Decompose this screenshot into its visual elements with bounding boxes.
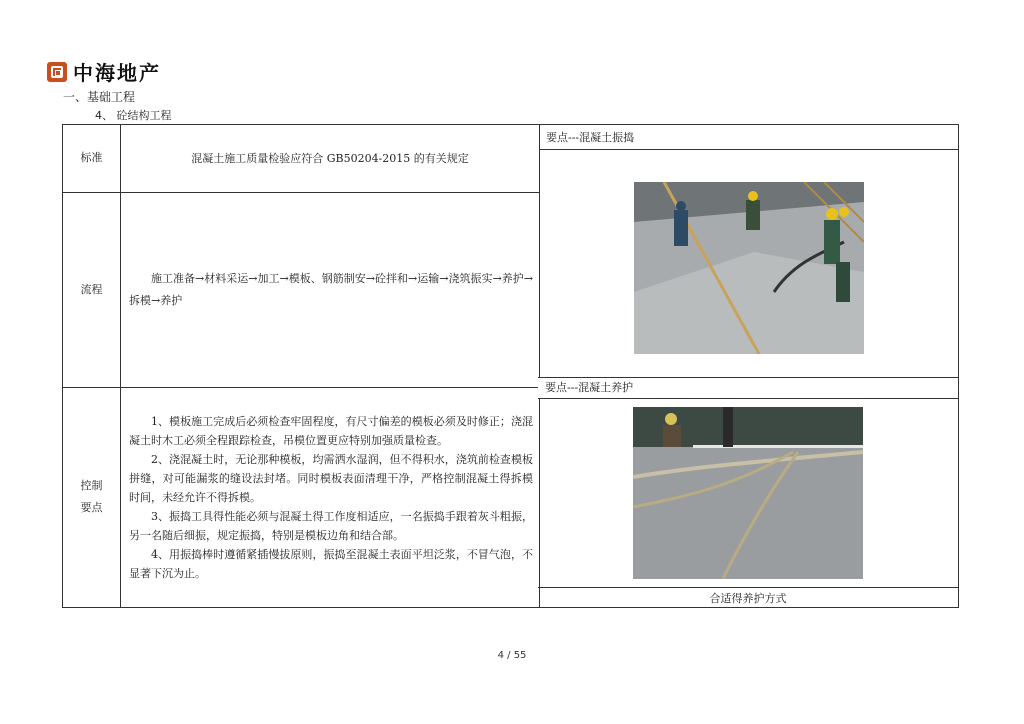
company-logo [47,57,161,86]
flow-label-cell [63,192,121,387]
control-label-cell [63,387,121,607]
control-item-4: 4、用振捣棒时遵循紧插慢拔原则，振捣至混凝土表面平坦泛浆，不冒气泡，不显著下沉为止。 [129,547,533,580]
point2-header: 要点---混凝土养护 [538,377,958,399]
page-number [0,650,1024,661]
flow-text: 施工准备→材料采运→加工→模板、钢筋制安→砼拌和→运输→浇筑振实→养护→拆模→养护 [121,192,540,387]
control-item-2: 2、浇混凝土时，无论那种模板，均需洒水湿润，但不得积水，浇筑前检查模板拼缝，对可能漏浆的缝设法封堵。同时模板表面清理干净，严格控制混凝土得拆模时间，未经允许不得拆模。 [129,452,533,504]
logo-mark-icon [47,62,67,82]
control-item-1: 1、模板施工完成后必须检查牢固程度，有尺寸偏差的模板必须及时修正；浇混凝土时木工必须全程跟踪检查，吊模位置更应特别加强质量检查。 [129,414,533,447]
point2-block [538,377,958,608]
control-label-line2: 要点 [80,501,103,515]
control-points [121,387,540,607]
point2-photo-cell [538,399,958,588]
point1-photo-cell [540,149,959,387]
control-label-line1: 控制 [80,479,103,493]
page-current: 4 [497,650,504,661]
page-separator: / [503,650,514,661]
point2-caption: 合适得养护方式 [709,592,787,605]
section-title: 一、基础工程 [63,90,136,104]
point1-header: 要点---混凝土振捣 [540,125,959,150]
standard-text: 混凝土施工质量检验应符合 GB50204-2015 的有关规定 [121,125,540,193]
logo-text: 中海地产 [73,61,161,85]
curing-concrete-photo [633,407,863,579]
page-total: 55 [513,650,527,661]
subsection-title: 4、 砼结构工程 [95,109,172,122]
standard-label: 标准 [80,151,103,165]
control-item-3: 3、振捣工具得性能必须与混凝土得工作度相适应，一名振捣手跟着灰斗粗振，另一名随后细振，规定振捣，特别是模板边角和结合部。 [129,509,533,542]
flow-label: 流程 [80,282,103,296]
standard-label-cell [63,125,121,193]
vibrating-concrete-photo [634,182,864,354]
